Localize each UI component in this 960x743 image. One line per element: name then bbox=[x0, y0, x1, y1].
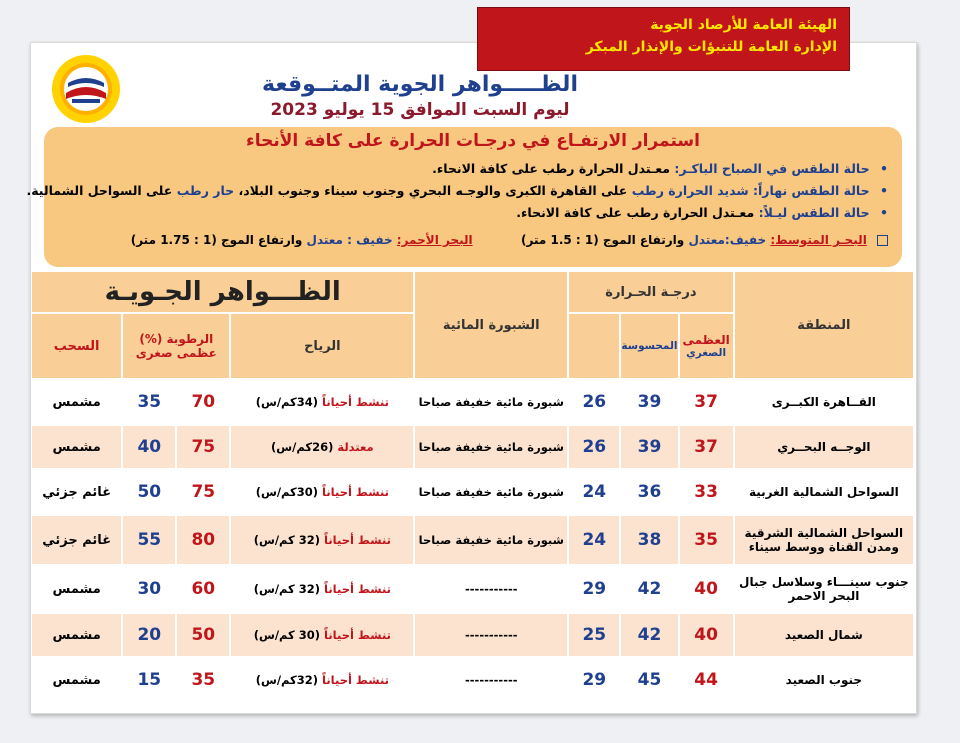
temp-feel-cell: 42 bbox=[621, 614, 677, 656]
table-row bbox=[32, 380, 913, 424]
fog-header: الشبورة المائية bbox=[415, 272, 567, 378]
table-row bbox=[32, 516, 913, 564]
wind-speed: (32كم/س) bbox=[255, 673, 319, 687]
region-cell: شمال الصعيد bbox=[735, 614, 913, 656]
wind-state: تنشط أحياناً bbox=[324, 582, 391, 596]
temperature-header: درجـة الحـرارة bbox=[569, 272, 733, 312]
humidity-max-cell: 35 bbox=[177, 658, 229, 702]
bullet-icon: • bbox=[880, 161, 888, 176]
wind-cell bbox=[231, 380, 413, 424]
temp-feel-cell: 39 bbox=[621, 426, 677, 468]
temp-min-cell: 26 bbox=[569, 380, 619, 424]
med-sea-wave: وارتفاع الموج (1 : 1.5 متر) bbox=[521, 233, 685, 247]
clouds-cell: مشمس bbox=[32, 426, 121, 468]
wind-cell bbox=[231, 426, 413, 468]
wind-state: تنشط أحياناً bbox=[322, 395, 389, 409]
temp-feel-cell: 45 bbox=[621, 658, 677, 702]
temp-min-cell: 29 bbox=[569, 566, 619, 612]
temp-max-cell: 37 bbox=[680, 426, 733, 468]
humidity-header: الرطوبة (%) عظمى صغرى bbox=[123, 314, 229, 378]
wind-state: تنشط أحياناً bbox=[322, 673, 389, 687]
wind-speed: (34كم/س) bbox=[255, 395, 319, 409]
fog-cell: ----------- bbox=[415, 614, 567, 656]
fog-cell: شبورة مائية خفيفة صباحا bbox=[415, 516, 567, 564]
temp-min-cell: 24 bbox=[569, 470, 619, 514]
region-header: المنطقة bbox=[735, 272, 913, 378]
day-value-warm: حار رطب bbox=[176, 183, 235, 198]
phenomena-header: الظـــواهر الجـويـة bbox=[32, 272, 413, 312]
wind-header: الرياح bbox=[231, 314, 413, 378]
temp-feel-header: المحسوسة bbox=[621, 314, 677, 378]
org-line-2: الإدارة العامة للتنبؤات والإنذار المبكر bbox=[585, 39, 837, 55]
bullet-icon: • bbox=[880, 183, 888, 198]
sea-state-line bbox=[131, 233, 888, 247]
morning-label: حالة الطقس في الصباح الباكـر: bbox=[674, 161, 870, 176]
humidity-min-cell: 55 bbox=[123, 516, 175, 564]
temp-min-cell: 29 bbox=[569, 658, 619, 702]
temp-max-cell: 35 bbox=[680, 516, 733, 564]
humidity-max-cell: 60 bbox=[177, 566, 229, 612]
morning-value: معـتدل الحرارة رطب على كافة الانحاء. bbox=[432, 161, 671, 176]
wind-cell bbox=[231, 516, 413, 564]
temp-feel-cell: 39 bbox=[621, 380, 677, 424]
temp-max-cell: 37 bbox=[680, 380, 733, 424]
humidity-min-cell: 40 bbox=[123, 426, 175, 468]
organization-banner bbox=[477, 7, 850, 71]
temp-max-label: العظمى bbox=[682, 333, 730, 347]
table-row bbox=[32, 566, 913, 612]
wind-state: تنشط أحياناً bbox=[322, 485, 389, 499]
wind-cell bbox=[231, 614, 413, 656]
day-value-coast: على السواحل الشمالية. bbox=[26, 183, 173, 198]
temp-min-cell: 24 bbox=[569, 516, 619, 564]
region-cell: السواحل الشمالية الغربية bbox=[735, 470, 913, 514]
humidity-max-cell: 80 bbox=[177, 516, 229, 564]
temp-feel-cell: 36 bbox=[621, 470, 677, 514]
temp-feel-cell: 38 bbox=[621, 516, 677, 564]
wind-state: معتدلة bbox=[337, 440, 374, 454]
humidity-max-cell: 70 bbox=[177, 380, 229, 424]
wind-state: تنشط أحياناً bbox=[324, 533, 391, 547]
checkbox-square-icon bbox=[877, 235, 888, 246]
day-label: حالة الطقس نهاراً: bbox=[753, 183, 870, 198]
wind-speed: (32 كم/س) bbox=[253, 582, 321, 596]
wind-speed: (30كم/س) bbox=[255, 485, 319, 499]
fog-cell: شبورة مائية خفيفة صباحا bbox=[415, 470, 567, 514]
temp-max-header bbox=[680, 314, 733, 378]
forecast-date bbox=[260, 100, 580, 120]
region-cell: القــاهرة الكبــرى bbox=[735, 380, 913, 424]
region-cell: جنوب الصعيد bbox=[735, 658, 913, 702]
red-sea-value: خفيف : معتدل bbox=[306, 233, 393, 247]
fog-cell: ----------- bbox=[415, 566, 567, 612]
clouds-cell: مشمس bbox=[32, 380, 121, 424]
region-cell: جنوب سينـــاء وسلاسل جبال البحر الاحمر bbox=[735, 566, 913, 612]
med-sea-label: البحـر المتوسط: bbox=[770, 233, 867, 247]
night-value: معـتدل الحرارة رطب على كافة الانحاء. bbox=[516, 205, 755, 220]
clouds-cell: مشمس bbox=[32, 614, 121, 656]
region-cell: الوجــه البحــري bbox=[735, 426, 913, 468]
wind-cell bbox=[231, 470, 413, 514]
forecast-table bbox=[30, 270, 915, 704]
night-label: حالة الطقس ليـلاً: bbox=[758, 205, 870, 220]
morning-bullet bbox=[432, 161, 888, 176]
temp-max-cell: 40 bbox=[680, 614, 733, 656]
summary-headline: استمرار الارتفـاع في درجـات الحرارة على كافة الأنحاء bbox=[246, 131, 700, 151]
table-row bbox=[32, 426, 913, 468]
temp-max-cell: 40 bbox=[680, 566, 733, 612]
fog-cell: شبورة مائية خفيفة صباحا bbox=[415, 426, 567, 468]
day-value-areas: على القاهرة الكبرى والوجـه البحري وجنوب سيناء وجنوب البلاد، bbox=[238, 183, 628, 198]
temp-max-cell: 44 bbox=[680, 658, 733, 702]
day-bullet bbox=[26, 183, 888, 198]
ema-logo-icon bbox=[50, 53, 122, 125]
weather-summary-panel bbox=[26, 127, 902, 267]
red-sea-wave: وارتفاع الموج (1 : 1.75 متر) bbox=[130, 233, 303, 247]
clouds-header: السحب bbox=[32, 314, 121, 378]
clouds-cell: مشمس bbox=[32, 566, 121, 612]
humidity-max-cell: 75 bbox=[177, 426, 229, 468]
red-sea-label: البحر الأحمر: bbox=[396, 233, 473, 247]
night-bullet bbox=[516, 205, 888, 220]
clouds-cell: غائم جزئي bbox=[32, 516, 121, 564]
humidity-min-cell: 35 bbox=[123, 380, 175, 424]
humidity-min-cell: 50 bbox=[123, 470, 175, 514]
med-sea-value: خفيف:معتدل bbox=[688, 233, 767, 247]
humidity-min-cell: 15 bbox=[123, 658, 175, 702]
wind-speed: (30 كم/س) bbox=[253, 628, 321, 642]
temp-min-label: الصغري bbox=[686, 347, 727, 359]
fog-cell: ----------- bbox=[415, 658, 567, 702]
table-row bbox=[32, 470, 913, 514]
humidity-min-cell: 30 bbox=[123, 566, 175, 612]
clouds-cell: غائم جزئي bbox=[32, 470, 121, 514]
date-prefix: ليوم السبت الموافق bbox=[400, 100, 570, 120]
date-value: 15 يوليو 2023 bbox=[270, 100, 395, 120]
temp-max-cell: 33 bbox=[680, 470, 733, 514]
wind-cell bbox=[231, 658, 413, 702]
region-cell: السواحل الشمالية الشرقية ومدن القناة ووسط سيناء bbox=[735, 516, 913, 564]
wind-cell bbox=[231, 566, 413, 612]
temp-spacer-header bbox=[569, 314, 619, 378]
day-value-hot: شديد الحرارة رطب bbox=[631, 183, 749, 198]
bullet-icon: • bbox=[880, 205, 888, 220]
page-title: الظـــــواهر الجوية المتــوقعة bbox=[261, 72, 578, 97]
wind-speed: (26كم/س) bbox=[271, 440, 334, 454]
table-row bbox=[32, 614, 913, 656]
temp-feel-cell: 42 bbox=[621, 566, 677, 612]
clouds-cell: مشمس bbox=[32, 658, 121, 702]
humidity-max-cell: 50 bbox=[177, 614, 229, 656]
org-line-1: الهيئة العامة للأرصاد الجوية bbox=[650, 17, 837, 33]
temp-min-cell: 25 bbox=[569, 614, 619, 656]
wind-state: تنشط أحياناً bbox=[324, 628, 391, 642]
wind-speed: (32 كم/س) bbox=[253, 533, 321, 547]
temp-min-cell: 26 bbox=[569, 426, 619, 468]
fog-cell: شبورة مائية خفيفة صباحا bbox=[415, 380, 567, 424]
humidity-min-cell: 20 bbox=[123, 614, 175, 656]
table-row bbox=[32, 658, 913, 702]
humidity-max-cell: 75 bbox=[177, 470, 229, 514]
